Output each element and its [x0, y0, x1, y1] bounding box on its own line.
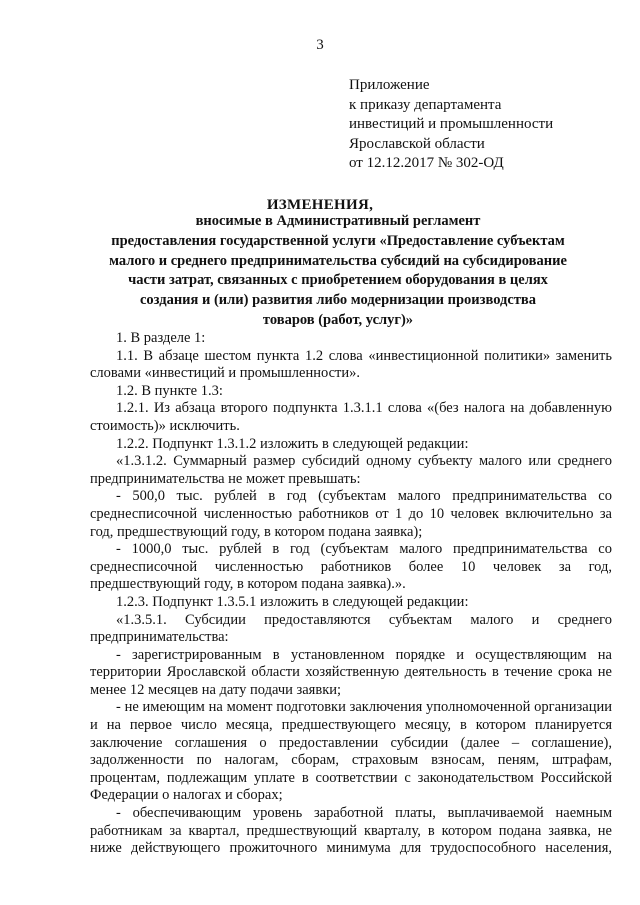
paragraph: «1.3.1.2. Суммарный размер субсидий одному субъекту малого или среднего предпринимательства не может превышать: — [90, 453, 612, 487]
paragraph: - 1000,0 тыс. рублей в год (субъектам малого предпринимательства со среднесписочной численностью работников более 10 человек за год, предшествующий году, в котором подана заявка).». — [90, 541, 612, 593]
paragraph: 1.2.1. Из абзаца второго подпункта 1.3.1.1 слова «(без налога на добавленную стоимость)» исключить. — [90, 400, 612, 434]
appendix-line: инвестиций и промышленности — [349, 116, 554, 132]
paragraph: 1.2.2. Подпункт 1.3.1.2 изложить в следующей редакции: — [116, 435, 469, 452]
paragraph: - 500,0 тыс. рублей в год (субъектам малого предпринимательства со среднесписочной численностью работников от 1 до 10 человек включительно за год, предшествующий году, в котором подана заявка); — [90, 488, 612, 540]
appendix-line: от 12.12.2017 № 302-ОД — [349, 155, 504, 171]
paragraph: 1.2.3. Подпункт 1.3.5.1 изложить в следующей редакции: — [116, 593, 469, 610]
subtitle-line: части затрат, связанных с приобретением оборудования в целях — [128, 272, 548, 289]
subtitle-line: вносимые в Административный регламент — [195, 213, 481, 229]
paragraph: «1.3.5.1. Субсидии предоставляются субъектам малого и среднего предпринимательства: — [90, 611, 612, 646]
appendix-line: к приказу департамента — [349, 96, 502, 113]
document-body — [90, 330, 612, 858]
subtitle-line: малого и среднего предпринимательства субсидий на субсидирование — [109, 252, 567, 269]
paragraph: - обеспечивающим уровень заработной платы, выплачиваемой наемным работникам за квартал, предшествующий кварталу, в котором подана заявка, не ниже действующего прожиточного минимума для трудоспособного населения, — [90, 805, 612, 857]
subtitle-line: предоставления государственной услуги «Предоставление субъектам — [111, 232, 565, 249]
document-subtitle — [88, 212, 588, 331]
subtitle-line: создания и (или) развития либо модернизации производства — [139, 292, 537, 309]
paragraph: - зарегистрированным в установленном порядке и осуществляющим на территории Ярославской области хозяйственную деятельность в течение срока не менее 12 месяцев на дату подачи заявки; — [90, 646, 612, 698]
paragraph: 1.1. В абзаце шестом пункта 1.2 слова «инвестиционной политики» заменить словами «инвестиций и промышленности». — [90, 347, 612, 382]
paragraph: - не имеющим на момент подготовки заключения уполномоченной организации и на первое число месяца, предшествующего месяцу, в котором планируется заключение соглашения о предоставлении субсидии (далее – соглашение), задолженности по налогам, сборам, страховым взносам, пеням, штрафам, процентам, подлежащим уплате в соответствии с законодательством Российской Федерации о налогах и сборах; — [90, 699, 612, 804]
document-title: ИЗМЕНЕНИЯ, — [266, 197, 374, 213]
appendix-line: Ярославской области — [349, 135, 485, 152]
paragraph: 1. В разделе 1: — [116, 330, 206, 346]
appendix-block — [349, 76, 553, 174]
page-number: 3 — [316, 37, 324, 53]
appendix-line: Приложение — [349, 77, 430, 93]
subtitle-line: товаров (работ, услуг)» — [262, 311, 414, 328]
paragraph: 1.2. В пункте 1.3: — [116, 382, 223, 399]
